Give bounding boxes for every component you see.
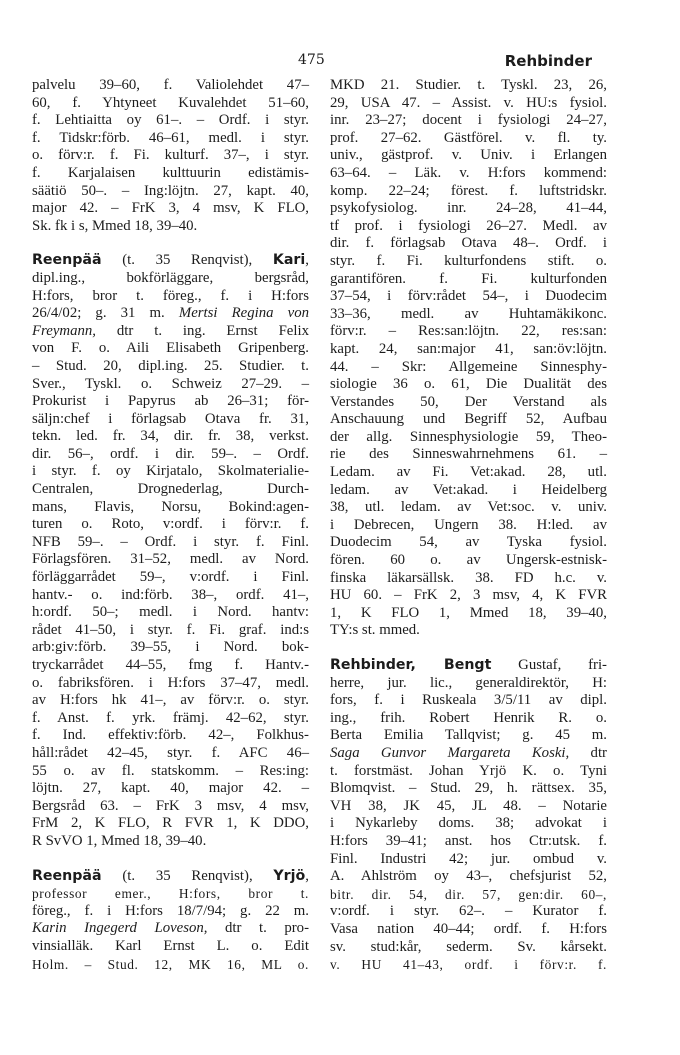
text-line: dipl.ing., bokförläggare, bergsråd,	[32, 269, 309, 286]
text-line: inr. 23–27; docent i fysiologi 24–27,	[330, 112, 607, 129]
text-line: bitr. dir. 54, dir. 57, gen:dir. 60–,	[330, 886, 607, 902]
text-line: komp. 22–24; förest. f. luftstridskr.	[330, 182, 607, 199]
text-line: o. förv:r. f. Fi. kulturf. 37–, i styr.	[32, 147, 309, 164]
text-line: VH 38, JK 45, JL 48. – Notarie	[330, 797, 607, 814]
text-line: arb:giv:förb. 39–55, i Nord. bok-	[32, 639, 309, 656]
text-line: professor emer., H:fors, bror t.	[32, 886, 309, 902]
text-line: förläggarrådet 59–, v:ordf. i Finl.	[32, 569, 309, 586]
text-line: Vasa nation 40–44; ordf. f. H:fors	[330, 920, 607, 937]
name-note: (t. 35 Renqvist),	[101, 867, 274, 884]
text-line: Freymann, dtr t. ing. Ernst Felix	[32, 322, 309, 339]
page-number: 475	[298, 52, 325, 68]
text-line: Anschauung und Begriff 52, Aufbau	[330, 411, 607, 428]
text-line: mans, Flavis, Norsu, Bokind:agen-	[32, 498, 309, 515]
text-line: H:fors 39–41; anst. hos Ctr:utsk. f.	[330, 832, 607, 849]
text-line: 38, utl. ledam. av Vet:soc. v. univ.	[330, 499, 607, 516]
text-line: Karin Ingegerd Loveson, dtr t. pro-	[32, 920, 309, 937]
text-line: sv. stud:kår, sederm. Sv. kårsekt.	[330, 938, 607, 955]
text-line: TY:s st. mmed.	[330, 622, 420, 639]
entry-continued	[32, 77, 309, 235]
text-line: styr. f. Fi. kulturfondens stift. o.	[330, 252, 607, 269]
text-line: f. Tidskr:förb. 46–61, medl. i styr.	[32, 129, 309, 146]
text-line: major 42. – FrK 3, 4 msv, K FLO,	[32, 200, 309, 217]
text-line: 60, f. Yhtyneet Kuvalehdet 51–60,	[32, 94, 309, 111]
text-line: – Stud. 20, dipl.ing. 25. Studier. t.	[32, 357, 309, 374]
text-line: Holm. – Stud. 12, MK 16, ML o.	[32, 956, 309, 972]
text-line: håll:rådet 42–45, styr. f. AFC 46–	[32, 744, 309, 761]
text-line: A. Ahlström oy 43–, chefsjurist 52,	[330, 868, 607, 885]
text-line: säätiö 50–. – Ing:löjtn. 27, kapt. 40,	[32, 182, 309, 199]
entry-forename: Kari	[272, 252, 306, 269]
text-line: förv:r. – Res:san:löjtn. 22, res:san:	[330, 323, 607, 340]
text-line: turen o. Roto, v:ordf. i förv:r. f.	[32, 516, 309, 533]
text-line: tf prof. i fysiologi 26–27. Medl. av	[330, 217, 607, 234]
text-line: f. Lehtiaitta oy 61–. – Ordf. i styr.	[32, 112, 309, 129]
text-line: der allg. Sinnesphysiologie 59, Theo-	[330, 428, 607, 445]
text-line: i Nykarleby doms. 38; advokat i	[330, 815, 607, 832]
entry-surname: Reenpää	[32, 867, 102, 884]
text-line: v. HU 41–43, ordf. i förv:r. f.	[330, 957, 607, 973]
text-line: Prokurist i Papyrus ab 26–31; för-	[32, 393, 309, 410]
entry-forename: Yrjö	[273, 867, 306, 884]
entry-reenpaa-yrjo	[32, 868, 309, 974]
entry-heading-line: Reenpää (t. 35 Renqvist), Kari,	[32, 252, 309, 269]
right-column	[330, 77, 607, 974]
entry-heading-line: Rehbinder, Bengt Gustaf, fri-	[330, 657, 607, 673]
text-line: siologie 36 o. 61, Die Dualität des	[330, 376, 607, 393]
text-line: fören. 60 o. av Ungersk-estnisk-	[330, 552, 607, 569]
text-line: von F. o. Aili Elisabeth Gripenberg.	[32, 340, 309, 357]
text-line: f. Ind. effektiv:förb. 42–, Folkhus-	[32, 727, 309, 744]
text-line: f. Karjalaisen kulttuurin edistämis-	[32, 164, 309, 181]
text-line: säljn:chef i förlagsab Otava fr. 31,	[32, 410, 309, 427]
text-line: FrM 2, K FLO, R FVR 1, K DDO,	[32, 815, 309, 832]
text-line: 37–54, i förv:rådet 54–, i Duodecim	[330, 288, 607, 305]
text-line: Saga Gunvor Margareta Koski, dtr	[330, 744, 607, 761]
text-line: R SvVO 1, Mmed 18, 39–40.	[32, 832, 207, 849]
text-line: o. fabriksfören. i H:fors 37–47, medl.	[32, 674, 309, 691]
text-line: 29, USA 47. – Assist. v. HU:s fysiol.	[330, 94, 607, 111]
text-line: h:ordf. 50–; medl. i Nord. hantv:	[32, 604, 309, 621]
entry-rehbinder-bengt	[330, 657, 607, 974]
text-line: MKD 21. Studier. t. Tyskl. 23, 26,	[330, 77, 607, 93]
spouse-name: Freymann,	[32, 322, 96, 339]
text-line: Duodecim 54, av Tyska fysiol.	[330, 534, 607, 551]
text-line: Berta Emilia Tallqvist; g. 45 m.	[330, 727, 607, 744]
text-line: t. forstmäst. Johan Yrjö K. o. Tyni	[330, 762, 607, 779]
text-line: rådet 41–50, i styr. f. Fi. graf. ind:s	[32, 621, 309, 638]
spouse-name: Karin Ingegerd Loveson,	[32, 920, 208, 937]
text-line: 33–36, medl. av Huhtamäkikonc.	[330, 305, 607, 322]
text-line: fors, f. i Ruskeala 3/5/11 av dipl.	[330, 692, 607, 709]
text-line: v:ordf. i styr. 62–. – Kurator f.	[330, 903, 607, 920]
text-line: 44. – Skr: Allgemeine Sinnesphy-	[330, 358, 607, 375]
text-line: Sk. fk i s, Mmed 18, 39–40.	[32, 217, 198, 234]
text-line: univ., gästprof. v. Univ. i Erlangen	[330, 147, 607, 164]
text-line: 63–64. – Läk. v. H:fors kommend:	[330, 164, 607, 181]
text-line: garantifören. f. Fi. kulturfonden	[330, 270, 607, 287]
text-line: dir. 56–, ordf. i dir. 59–. – Ordf.	[32, 445, 309, 462]
text-line: Bergsråd 63. – FrK 3 msv, 4 msv,	[32, 797, 309, 814]
text-line: HU 60. – FrK 2, 3 msv, 4, K FVR	[330, 587, 607, 604]
text-line: Verstandes 50, Der Verstand als	[330, 393, 607, 410]
text-line: Finl. Industri 42; jur. ombud v.	[330, 850, 607, 867]
text-line: i Debrecen, Ungern 38. H:led. av	[330, 516, 607, 533]
spouse-name: Mertsi Regina von	[178, 305, 310, 322]
text-line: finska läkarsällsk. 38. FD h.c. v.	[330, 569, 607, 586]
spouse-name: Saga Gunvor Margareta Koski,	[330, 744, 570, 761]
text-line: Ledam. av Fi. Vet:akad. 28, utl.	[330, 464, 607, 481]
text-line: Sver., Tyskl. o. Schweiz 27–29. –	[32, 375, 309, 392]
text-line: 26/4/02; g. 31 m. Mertsi Regina von	[32, 305, 310, 322]
text-line: ing., frih. Robert Henrik R. o.	[330, 709, 607, 726]
text-line: hantv.- o. ind:förb. 38–, ordf. 41–,	[32, 586, 309, 603]
entry-surname: Reenpää	[32, 252, 102, 269]
text-line: tekn. led. fr. 34, dir. fr. 38, verkst.	[32, 428, 309, 445]
text-line: palvelu 39–60, f. Valiolehdet 47–	[32, 77, 309, 93]
text-line: psykofysiolog. inr. 24–28, 41–44,	[330, 200, 607, 217]
text-line: 1, K FLO 1, Mmed 18, 39–40,	[330, 604, 607, 621]
text-line: Förlagsfören. 31–52, medl. av Nord.	[32, 551, 309, 568]
text-line: NFB 59–. – Ordf. i styr. f. Finl.	[32, 533, 309, 550]
text-line: 55 o. av fl. statskomm. – Res:ing:	[32, 762, 309, 779]
running-head: Rehbinder	[504, 52, 592, 70]
entry-reenpaa-kari	[32, 252, 309, 850]
text-line: dir. f. förlagsab Otava 48–. Ordf. i	[330, 235, 607, 252]
text-line: av H:fors hk 41–, av förv:r. o. styr.	[32, 692, 309, 709]
text-line: föreg., f. i H:fors 18/7/94; g. 22 m.	[32, 902, 309, 919]
text-line: rie des Sinneswahrnehmens 61. –	[330, 446, 607, 463]
text-line: kapt. 24, san:major 41, san:öv:löjtn.	[330, 340, 607, 357]
text-line: H:fors, bror t. föreg., f. i H:fors	[32, 287, 309, 304]
text-line: i styr. f. oy Kirjatalo, Skolmaterialie-	[32, 463, 309, 480]
page-header	[0, 52, 680, 74]
entry-reenpaa-yrjo-continued	[330, 77, 607, 640]
text-line: tryckarrådet 44–55, fmg f. Hantv.-	[32, 657, 309, 673]
text-line: f. Anst. f. yrk. främj. 42–62, styr.	[32, 709, 309, 726]
text-line: löjtn. 27, kapt. 40, major 42. –	[32, 780, 309, 797]
text-line: vinsialläk. Karl Ernst L. o. Edit	[32, 937, 309, 954]
entry-name: Rehbinder, Bengt	[330, 657, 492, 673]
name-note: (t. 35 Renqvist),	[101, 252, 273, 269]
text-line: prof. 27–62. Gästförel. v. fl. ty.	[330, 129, 607, 146]
text-line: Blomqvist. – Stud. 29, h. rättsex. 35,	[330, 780, 607, 797]
text-line: herre, jur. lic., generaldirektör, H:	[330, 674, 607, 691]
text-line: ledam. av Vet:akad. i Heidelberg	[330, 481, 607, 498]
left-column	[32, 77, 309, 973]
text-line: Centralen, Drognederlag, Durch-	[32, 481, 309, 498]
entry-heading-line: Reenpää (t. 35 Renqvist), Yrjö,	[32, 867, 309, 884]
